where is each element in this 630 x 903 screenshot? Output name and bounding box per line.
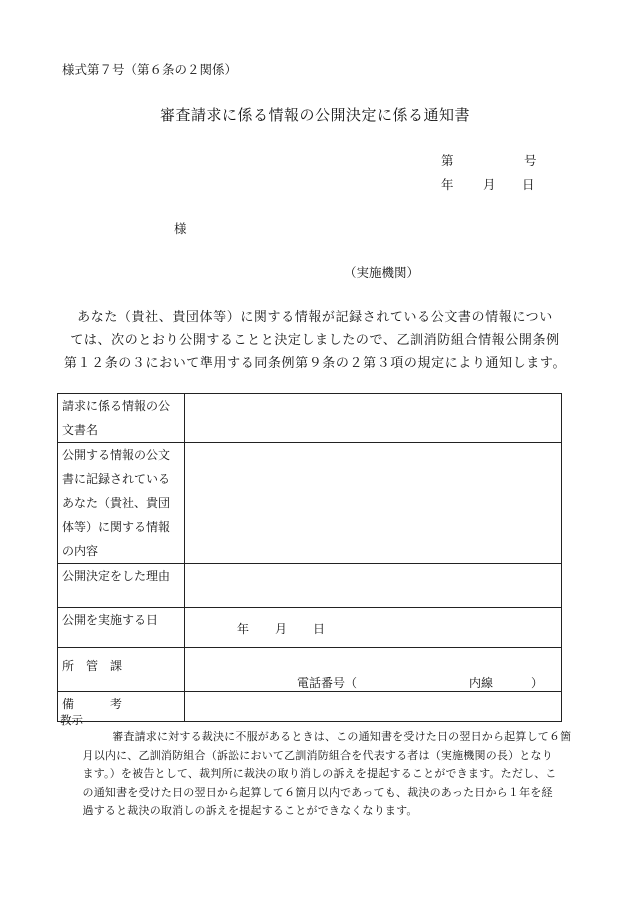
table-row xyxy=(58,692,562,722)
extension-label: 内線 xyxy=(469,676,494,690)
label-line: 公開する情報の公文 xyxy=(62,448,171,462)
remarks-label: 備 考 xyxy=(58,692,185,722)
decision-reason-value xyxy=(185,564,562,608)
body-line-3: 第１２条の３において準用する同条例第９条の２第３項の規定により通知します。 xyxy=(63,356,567,371)
table-row xyxy=(58,443,562,564)
instruction-title: 教示 xyxy=(60,713,83,727)
phone-number-label: 電話番号（ xyxy=(297,676,358,690)
date-month: 月 xyxy=(483,177,496,192)
date-day-label: 日 xyxy=(313,622,326,636)
body-line-1: あなた（貴社、貴団体等）に関する情報が記録されている公文書の情報につい xyxy=(77,310,553,325)
form-number: 様式第７号（第６条の２関係） xyxy=(62,62,238,77)
addressee-honorific: 様 xyxy=(174,221,187,236)
label-line: 文書名 xyxy=(62,423,99,437)
document-title: 審査請求に係る情報の公開決定に係る通知書 xyxy=(159,106,470,124)
disclosure-form-table xyxy=(57,393,562,722)
date-year: 年 xyxy=(441,177,454,192)
table-row xyxy=(58,648,562,692)
disclosed-info-value xyxy=(185,443,562,564)
date-month-label: 月 xyxy=(275,622,288,636)
requested-document-value xyxy=(185,394,562,443)
instruction-line: の通知書を受けた日の翌日から起算して６箇月以内であっても、裁決のあった日から１年を経 xyxy=(82,785,553,799)
disclosed-info-label xyxy=(58,443,185,564)
disclosure-date-label: 公開を実施する日 xyxy=(58,608,185,648)
table-row xyxy=(58,608,562,648)
department-label xyxy=(58,648,185,692)
instruction-line: ます。）を被告として、裁判所に裁決の取り消しの訴えを提起することができます。ただし、こ xyxy=(82,767,557,780)
label-line: の内容 xyxy=(62,544,99,558)
instruction-text xyxy=(60,728,572,821)
body-line-2: ては、次のとおり公開することと決定しましたので、乙訓消防組合情報公開条例 xyxy=(70,333,560,348)
label-line: あなた（貴社、貴団 xyxy=(62,496,171,510)
agency-name: （実施機関） xyxy=(344,265,420,280)
department-value xyxy=(185,648,562,692)
label-line: 所 管 課 xyxy=(62,659,123,673)
number-suffix: 号 xyxy=(524,153,537,168)
disclosure-date-value xyxy=(185,608,562,648)
date-year-label: 年 xyxy=(237,622,250,636)
number-prefix: 第 xyxy=(441,153,454,168)
decision-reason-label: 公開決定をした理由 xyxy=(58,564,185,608)
table-row xyxy=(58,564,562,608)
remarks-value xyxy=(185,692,562,722)
phone-close-paren: ） xyxy=(531,676,544,690)
date-day: 日 xyxy=(522,177,535,192)
table-row xyxy=(58,394,562,443)
instruction-line: 過すると裁決の取消しの訴えを提起することができなくなります。 xyxy=(82,804,418,817)
label-line: 書に記録されている xyxy=(62,472,171,486)
instruction-line: 審査請求に対する裁決に不服があるときは、この通知書を受けた日の翌日から起算して６箇 xyxy=(112,730,572,743)
label-line: 体等）に関する情報 xyxy=(62,520,171,534)
label-line: 請求に係る情報の公 xyxy=(62,399,171,413)
requested-document-label xyxy=(58,394,185,443)
instruction-line: 月以内に、乙訓消防組合（訴訟において乙訓消防組合を代表する者は（実施機関の長）となり xyxy=(82,748,553,762)
